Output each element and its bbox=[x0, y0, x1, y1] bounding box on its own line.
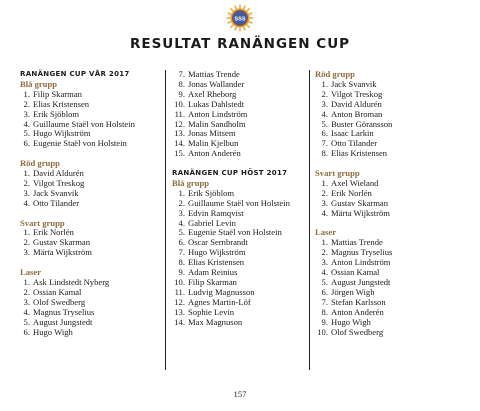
sailor-name: Erik Norlén bbox=[331, 187, 372, 198]
sailor-name: Olof Swedberg bbox=[33, 296, 86, 307]
sailor-name: Buster Göransson bbox=[331, 118, 393, 129]
sailor-name: Magnus Tryselius bbox=[331, 247, 393, 258]
sailor-name: Malin Sandholm bbox=[188, 118, 246, 129]
placement-number: 1. bbox=[23, 227, 30, 238]
placement-number: 4. bbox=[321, 108, 328, 119]
sailor-name: Ask Lindstedt Nyberg bbox=[33, 276, 110, 287]
result-group bbox=[172, 70, 310, 159]
sailor-name: Vilgot Treskog bbox=[33, 177, 85, 188]
result-group bbox=[315, 70, 465, 159]
placement-number: 7. bbox=[321, 138, 328, 149]
placement-number: 6. bbox=[23, 138, 30, 149]
sailor-name: Eugenie Staël von Holstein bbox=[33, 138, 127, 149]
sailor-name: Otto Tilander bbox=[33, 197, 80, 208]
sailor-name: Filip Skarman bbox=[188, 277, 237, 288]
placement-number: 12. bbox=[174, 296, 185, 307]
placement-number: 13. bbox=[174, 128, 185, 139]
sailor-name: Vilgot Treskog bbox=[331, 88, 383, 99]
sailor-name: Adam Reinius bbox=[188, 267, 238, 278]
sailor-name: Sophie Levin bbox=[188, 306, 235, 317]
placement-number: 2. bbox=[321, 88, 328, 99]
results-column-1 bbox=[20, 70, 168, 347]
sailor-name: Lukas Dahlstedt bbox=[188, 98, 245, 109]
placement-number: 2. bbox=[178, 197, 185, 208]
group-heading: Svart grupp bbox=[315, 168, 360, 179]
sailor-name: Gabriel Levin bbox=[188, 217, 236, 228]
placement-number: 7. bbox=[321, 296, 328, 307]
sailor-name: Guillaume Staël von Holstein bbox=[188, 197, 290, 208]
sailor-name: Oscar Sernbrandt bbox=[188, 237, 248, 248]
emblem-lettering: SSS bbox=[234, 16, 246, 23]
sailor-name: Anton Lindström bbox=[331, 257, 391, 268]
sailor-name: Isaac Larkin bbox=[331, 128, 374, 139]
page-title: RESULTAT RANÄNGEN CUP bbox=[129, 36, 351, 52]
placement-number: 3. bbox=[23, 108, 30, 119]
sailor-name: Elias Kristensen bbox=[331, 148, 388, 159]
result-group bbox=[172, 169, 310, 328]
result-group bbox=[315, 228, 465, 337]
placement-number: 2. bbox=[23, 237, 30, 248]
result-entry bbox=[20, 199, 168, 209]
placement-number: 5. bbox=[23, 128, 30, 139]
sailor-name: Elias Kristensen bbox=[188, 257, 245, 268]
placement-number: 5. bbox=[321, 118, 328, 129]
sailor-name: Filip Skarman bbox=[33, 88, 82, 99]
result-group bbox=[315, 169, 465, 219]
placement-number: 3. bbox=[23, 187, 30, 198]
placement-number: 1. bbox=[178, 187, 185, 198]
placement-number: 1. bbox=[23, 88, 30, 99]
group-heading: Röd grupp bbox=[20, 158, 60, 169]
placement-number: 3. bbox=[23, 247, 30, 258]
sailor-name: Mattias Trende bbox=[331, 237, 383, 248]
placement-number: 10. bbox=[174, 98, 185, 109]
placement-number: 3. bbox=[23, 296, 30, 307]
sailor-name: Jörgen Wigh bbox=[331, 286, 375, 297]
sailor-name: Olof Swedberg bbox=[331, 326, 384, 337]
placement-number: 1. bbox=[23, 276, 30, 287]
group-heading: Laser bbox=[20, 267, 42, 278]
placement-number: 2. bbox=[23, 98, 30, 109]
placement-number: 4. bbox=[23, 118, 30, 129]
placement-number: 2. bbox=[23, 177, 30, 188]
placement-number: 8. bbox=[321, 306, 328, 317]
placement-number: 9. bbox=[178, 267, 185, 278]
placement-number: 6. bbox=[23, 326, 30, 337]
placement-number: 10. bbox=[174, 277, 185, 288]
sailor-name: David Aldurén bbox=[33, 168, 84, 179]
sailor-name: Magnus Tryselius bbox=[33, 306, 95, 317]
placement-number: 14. bbox=[174, 138, 185, 149]
sailor-name: Axel Wieland bbox=[331, 177, 379, 188]
section-heading: RANÄNGEN CUP HÖST 2017 bbox=[172, 169, 288, 178]
sailor-name: Hugo Wijkström bbox=[33, 128, 91, 139]
placement-number: 4. bbox=[321, 207, 328, 218]
sailor-name: Erik Sjöblom bbox=[33, 108, 80, 119]
group-heading: Blå grupp bbox=[20, 78, 58, 89]
club-emblem-icon bbox=[226, 4, 254, 32]
placement-number: 14. bbox=[174, 316, 185, 327]
sailor-name: Jonas Mitsem bbox=[188, 128, 236, 139]
placement-number: 8. bbox=[321, 148, 328, 159]
sailor-name: Erik Norlén bbox=[33, 227, 74, 238]
result-entry bbox=[172, 318, 310, 328]
placement-number: 8. bbox=[178, 257, 185, 268]
sailor-name: Erik Sjöblom bbox=[188, 187, 235, 198]
sailor-name: Otto Tilander bbox=[331, 138, 378, 149]
sailor-name: David Aldurén bbox=[331, 98, 382, 109]
placement-number: 4. bbox=[321, 267, 328, 278]
sailor-name: Max Magnuson bbox=[188, 316, 243, 327]
sailor-name: Anton Anderén bbox=[188, 148, 241, 159]
placement-number: 3. bbox=[321, 257, 328, 268]
sailor-name: August Jungstedt bbox=[331, 277, 391, 287]
placement-number: 1. bbox=[321, 177, 328, 188]
sailor-name: Agnes Martin-Löf bbox=[188, 296, 251, 307]
placement-number: 1. bbox=[321, 237, 328, 248]
placement-number: 1. bbox=[321, 78, 328, 89]
result-entry bbox=[315, 149, 465, 159]
sailor-name: Stefan Karlsson bbox=[331, 296, 386, 307]
placement-number: 10. bbox=[317, 326, 328, 337]
placement-number: 6. bbox=[178, 237, 185, 248]
sailor-name: Gustav Skarman bbox=[33, 237, 91, 248]
section-heading: RANÄNGEN CUP VÅR 2017 bbox=[20, 70, 130, 78]
placement-number: 5. bbox=[23, 316, 30, 327]
sailor-name: Gustav Skarman bbox=[331, 197, 389, 208]
result-group bbox=[20, 70, 168, 149]
placement-number: 15. bbox=[174, 148, 185, 159]
placement-number: 7. bbox=[178, 69, 185, 79]
sailor-name: Hugo Wigh bbox=[331, 316, 371, 327]
sailor-name: Märta Wijkström bbox=[33, 247, 92, 258]
sailor-name: Ossian Kamal bbox=[33, 286, 82, 297]
placement-number: 2. bbox=[321, 247, 328, 258]
placement-number: 13. bbox=[174, 306, 185, 317]
placement-number: 5. bbox=[178, 227, 185, 238]
results-column-3 bbox=[315, 70, 465, 347]
placement-number: 6. bbox=[321, 128, 328, 139]
sailor-name: Malin Kjelbun bbox=[188, 138, 239, 149]
results-column-2 bbox=[172, 70, 310, 337]
group-heading: Svart grupp bbox=[20, 217, 65, 228]
result-entry bbox=[315, 209, 465, 219]
result-entry bbox=[172, 149, 310, 159]
result-entry bbox=[20, 139, 168, 149]
result-group bbox=[20, 159, 168, 209]
placement-number: 9. bbox=[321, 316, 328, 327]
sailor-name: Elias Kristensen bbox=[33, 98, 90, 109]
group-heading: Laser bbox=[315, 227, 337, 238]
sailor-name: Guillaume Staël von Holstein bbox=[33, 118, 135, 129]
sailor-name: Anton Anderén bbox=[331, 306, 384, 317]
sailor-name: Eugenie Staël von Holstein bbox=[188, 227, 282, 238]
placement-number: 11. bbox=[174, 108, 185, 119]
sailor-name: Hugo Wigh bbox=[33, 326, 73, 337]
placement-number: 11. bbox=[174, 286, 185, 297]
sailor-name: Jonas Wallander bbox=[188, 78, 245, 89]
placement-number: 1. bbox=[23, 168, 30, 179]
result-group bbox=[20, 268, 168, 337]
sailor-name: Hugo Wijkström bbox=[188, 247, 246, 258]
result-entry bbox=[20, 248, 168, 258]
placement-number: 3. bbox=[321, 98, 328, 109]
placement-number: 12. bbox=[174, 118, 185, 129]
sailor-name: Edvin Ramqvist bbox=[188, 207, 244, 218]
sailor-name: Ludvig Magnusson bbox=[188, 286, 255, 297]
sailor-name: Mattias Trende bbox=[188, 69, 240, 79]
sailor-name: Anton Lindström bbox=[188, 108, 248, 119]
sailor-name: August Jungstedt bbox=[33, 316, 93, 327]
placement-number: 2. bbox=[23, 286, 30, 297]
result-entry bbox=[315, 328, 465, 338]
sailor-name: Märta Wijkström bbox=[331, 207, 390, 218]
sailor-name: Jack Svanvik bbox=[33, 187, 79, 198]
placement-number: 4. bbox=[23, 197, 30, 208]
placement-number: 6. bbox=[321, 286, 328, 297]
placement-number: 4. bbox=[178, 217, 185, 228]
sailor-name: Jack Svanvik bbox=[331, 78, 377, 89]
result-group bbox=[20, 219, 168, 259]
placement-number: 2. bbox=[321, 187, 328, 198]
group-heading: Röd grupp bbox=[315, 69, 355, 79]
sailor-name: Anton Broman bbox=[331, 108, 383, 119]
placement-number: 9. bbox=[178, 88, 185, 99]
sailor-name: Ossian Kamal bbox=[331, 267, 380, 278]
page-number: 157 bbox=[233, 389, 247, 399]
placement-number: 7. bbox=[178, 247, 185, 258]
result-entry bbox=[20, 328, 168, 338]
placement-number: 5. bbox=[321, 277, 328, 287]
group-heading: Blå grupp bbox=[172, 177, 210, 188]
placement-number: 4. bbox=[23, 306, 30, 317]
placement-number: 8. bbox=[178, 78, 185, 89]
sailor-name: Axel Rheborg bbox=[188, 88, 237, 99]
placement-number: 3. bbox=[178, 207, 185, 218]
placement-number: 3. bbox=[321, 197, 328, 208]
